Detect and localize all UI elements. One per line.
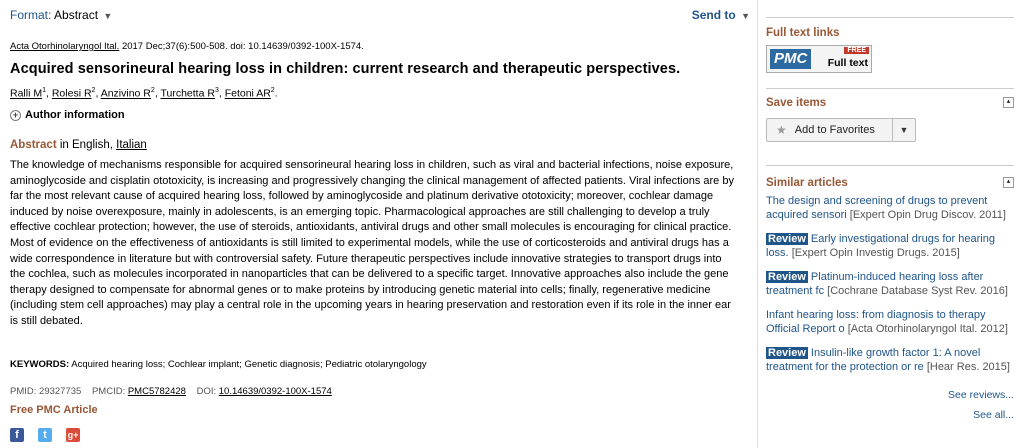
article-title: Acquired sensorineural hearing loss in children: current research and therapeutic perspectives.: [10, 61, 681, 77]
see-all-link[interactable]: See all...: [973, 409, 1014, 421]
author-affil: 1: [42, 87, 46, 94]
keywords-label: KEYWORDS:: [10, 359, 70, 370]
see-reviews-link[interactable]: See reviews...: [948, 389, 1014, 401]
format-selector[interactable]: [10, 8, 112, 22]
author-info-label: Author information: [25, 109, 125, 121]
expand-plus-icon: +: [10, 110, 21, 121]
similar-article-source: [Cochrane Database Syst Rev. 2016]: [827, 284, 1008, 297]
similar-article[interactable]: [766, 233, 1014, 260]
similar-article-title: Insulin-like growth factor 1: A novel: [810, 347, 981, 359]
keywords-value: Acquired hearing loss; Cochlear implant; Genetic diagnosis; Pediatric otolaryngology: [71, 359, 427, 370]
author-link[interactable]: Fetoni AR: [224, 87, 271, 100]
similar-article[interactable]: [766, 347, 1014, 374]
caret-down-icon: ▼: [103, 11, 113, 21]
caret-down-icon: ▼: [741, 11, 750, 21]
author-affil: 2: [150, 87, 155, 94]
similar-article-source: [Hear Res. 2015]: [926, 360, 1010, 373]
twitter-icon[interactable]: t: [38, 428, 52, 442]
social-share: [10, 428, 80, 442]
author-affil: 2: [270, 87, 275, 94]
review-badge: Review: [768, 233, 806, 245]
pmc-logo: PMC: [770, 49, 811, 69]
similar-article-source: [Expert Opin Investig Drugs. 2015]: [791, 246, 960, 259]
section-rule: [766, 165, 1014, 166]
collapse-save-items-icon[interactable]: ▲: [1003, 97, 1014, 108]
pmid-label: PMID:: [10, 386, 37, 397]
similar-article-title-cont: treatment for the protection or re: [766, 360, 924, 373]
similar-article[interactable]: [766, 271, 1014, 298]
similar-article-title: Platinum-induced hearing loss after: [810, 271, 984, 283]
section-rule: [766, 17, 1014, 18]
add-to-favorites-label: Add to Favorites: [794, 124, 875, 136]
abstract-text: The knowledge of mechanisms responsible for acquired sensorineural hearing loss in children, such as viral and bacterial infections, noise exposure, aminoglycoside and cisplatin ototoxicity, is increasing and progressively changing the clinical management of affected patients. Viral infections are by far the most relevant cause of acquired hearing loss, followed by aminoglycoside and platinum derivative ototoxicity; moreover, cochlear damage induced by noise overexposure, mainly in adolescents, is an emerging topic. Pharmacological approaches are still challenging to develop a truly effective cochlear protection; however, the use of steroids, antioxidants, antiviral drugs and other small molecules is encouraging for clinical practice. Most of evidence on the effectiveness of antioxidants is still limited to experimental models, while the use of corticosteroids and antiviral drugs has a wide correspondence in literature but with controversial safety. Future therapeutic perspectives include innovative strategies to transport drugs into the cochlea, such as molecules incorporated in nanoparticles that can be delivered to a specific target. Innovative approaches also include the gene therapy designed to compensate for abnormal genes or to make proteins by introducing genetic material into cells; finally, regenerative medicine (including stem cell approaches) may play a central role in the upcoming years in hearing preservation and restoration even if its role in the inner ear is still debated.: [10, 159, 734, 327]
similar-article-title-cont: treatment fc: [766, 284, 825, 297]
format-label: Format:: [10, 8, 52, 22]
similar-article-source: [Expert Opin Drug Discov. 2011]: [849, 208, 1006, 221]
save-items-title: Save items: [766, 97, 827, 109]
author-affil: 2: [91, 87, 96, 94]
pmcid-link[interactable]: PMC5782428: [127, 386, 186, 397]
citation: [10, 41, 364, 52]
author-link[interactable]: Turchetta R: [160, 87, 215, 100]
abstract-language: in English,: [59, 139, 113, 151]
add-to-favorites-button[interactable]: [766, 118, 916, 142]
top-bar: [10, 8, 750, 26]
similar-article-title: The design and screening of drugs to prevent: [766, 195, 988, 207]
full-text-links-title: Full text links: [766, 27, 840, 39]
star-icon: ★: [776, 123, 787, 137]
similar-article-source: [Acta Otorhinolaryngol Ital. 2012]: [847, 322, 1008, 335]
pmcid-label: PMCID:: [91, 386, 126, 397]
doi-link[interactable]: 10.14639/0392-100X-1574: [218, 386, 332, 397]
doi-label: DOI:: [196, 386, 217, 397]
facebook-icon[interactable]: f: [10, 428, 24, 442]
section-rule: [766, 88, 1014, 89]
italian-abstract-link[interactable]: Italian: [116, 139, 147, 151]
similar-article-title-cont: Official Report o: [766, 322, 845, 335]
article-ids: [10, 386, 332, 397]
similar-articles-title: Similar articles: [766, 177, 848, 189]
journal-link[interactable]: Acta Otorhinolaryngol Ital.: [10, 41, 120, 52]
google-plus-icon[interactable]: g+: [67, 430, 79, 440]
favorites-dropdown-icon[interactable]: ▼: [899, 125, 909, 135]
pmc-full-text-button[interactable]: [766, 45, 872, 73]
similar-article[interactable]: [766, 309, 1014, 336]
review-badge: Review: [768, 347, 806, 359]
collapse-similar-articles-icon[interactable]: ▲: [1003, 177, 1014, 188]
citation-details: 2017 Dec;37(6):500-508. doi: 10.14639/0392-100X-1574.: [119, 41, 364, 52]
author-link[interactable]: Anzivino R: [100, 87, 151, 100]
add-to-favorites-main: [767, 119, 893, 141]
keywords: [10, 359, 427, 370]
author-list: Ralli $M^1$, Rolesi $R^2$, Anzivino $R^2$, Turchetta $R^3$, Fetoni $AR^2$.: [10, 87, 278, 100]
pmid-value: 29327735: [39, 386, 82, 397]
similar-article-title-cont: loss.: [766, 246, 789, 259]
similar-article-title-cont: acquired sensori: [766, 208, 847, 221]
similar-article-title: Infant hearing loss: from diagnosis to therapy: [766, 309, 986, 321]
abstract-label: Abstract: [10, 139, 57, 151]
similar-article-title: Early investigational drugs for hearing: [810, 233, 995, 245]
format-value: Abstract: [54, 8, 99, 22]
author-link[interactable]: Rolesi R: [51, 87, 92, 100]
abstract-heading: [10, 139, 147, 151]
review-badge: Review: [768, 271, 806, 283]
author-info-toggle[interactable]: [10, 109, 125, 121]
pmc-free-badge: FREE: [844, 47, 869, 54]
send-to-button[interactable]: [692, 8, 750, 22]
author-affil: 3: [214, 87, 219, 94]
sidebar-divider: [757, 0, 758, 448]
author-link[interactable]: Ralli M: [10, 87, 43, 100]
similar-article[interactable]: [766, 195, 1014, 222]
send-to-label: Send to: [691, 8, 736, 22]
pmc-full-text-label: Full text: [827, 57, 868, 69]
free-pmc-article: Free PMC Article: [10, 404, 98, 416]
